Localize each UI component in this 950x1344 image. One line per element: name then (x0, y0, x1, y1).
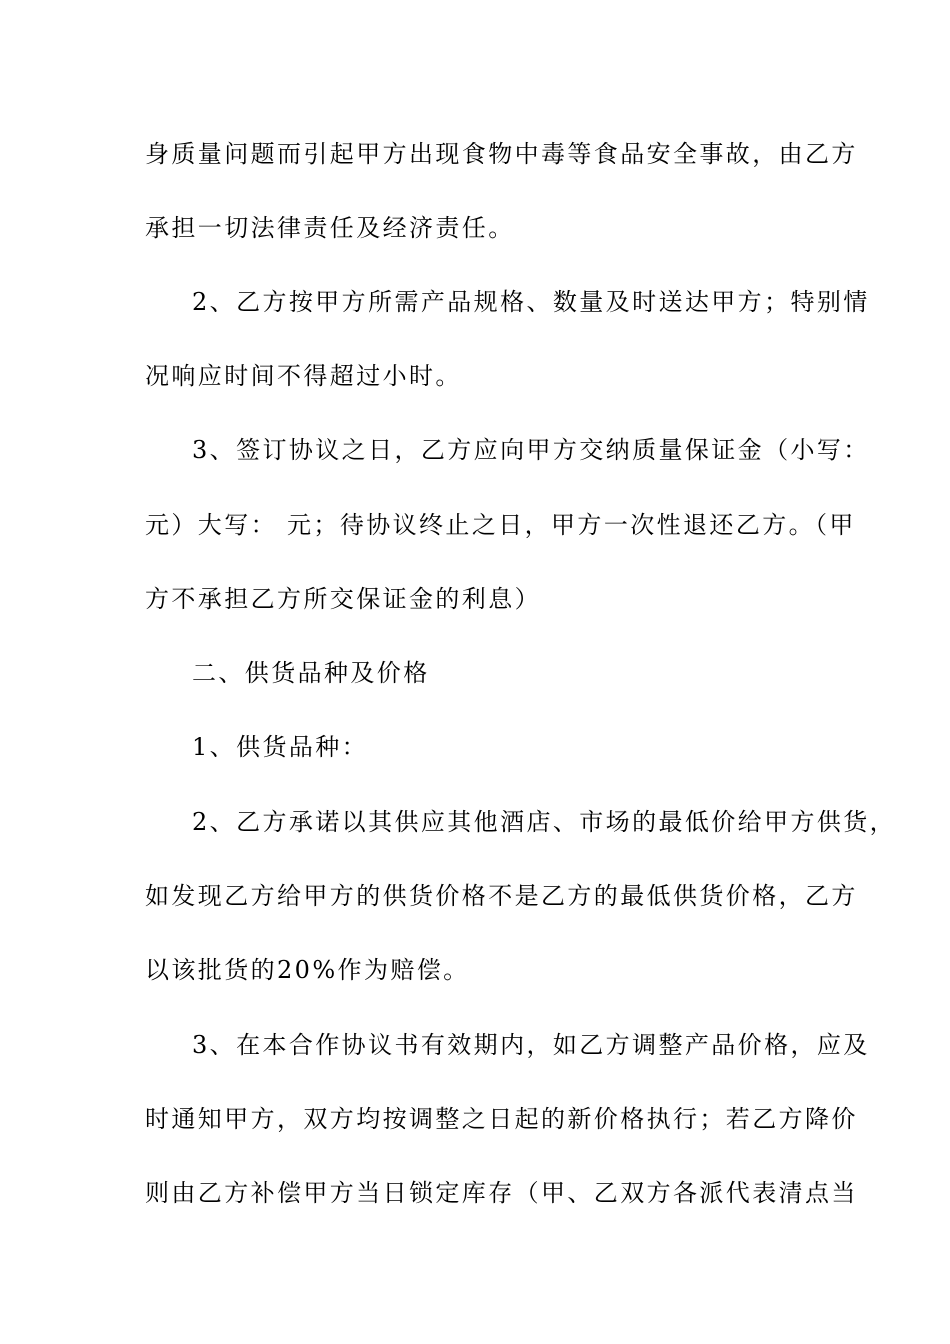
text-line: 2、乙方按甲方所需产品规格、数量及时送达甲方；特别情 (192, 288, 870, 316)
text-line: 方不承担乙方所交保证金的利息） (145, 585, 541, 613)
text-line: 以该批货的20%作为赔偿。 (145, 956, 470, 984)
text-line: 如发现乙方给甲方的供货价格不是乙方的最低供货价格，乙方 (145, 882, 858, 910)
text-line: 元）大写： 元；待协议终止之日，甲方一次性退还乙方。（甲 (145, 511, 856, 539)
text-line: 身质量问题而引起甲方出现食物中毒等食品安全事故，由乙方 (145, 140, 858, 168)
text-line: 3、在本合作协议书有效期内，如乙方调整产品价格，应及 (192, 1031, 870, 1059)
section-heading: 二、供货品种及价格 (192, 659, 430, 687)
text-line: 况响应时间不得超过小时。 (145, 362, 462, 390)
text-line: 1、供货品种： (192, 733, 369, 761)
text-line: 时通知甲方，双方均按调整之日起的新价格执行；若乙方降价 (145, 1105, 858, 1133)
text-line: 2、乙方承诺以其供应其他酒店、市场的最低价给甲方供货， (192, 808, 897, 836)
text-line: 3、签订协议之日，乙方应向甲方交纳质量保证金（小写： (192, 436, 870, 464)
text-line: 则由乙方补偿甲方当日锁定库存（甲、乙双方各派代表清点当 (145, 1179, 858, 1207)
text-line: 承担一切法律责任及经济责任。 (145, 214, 515, 242)
